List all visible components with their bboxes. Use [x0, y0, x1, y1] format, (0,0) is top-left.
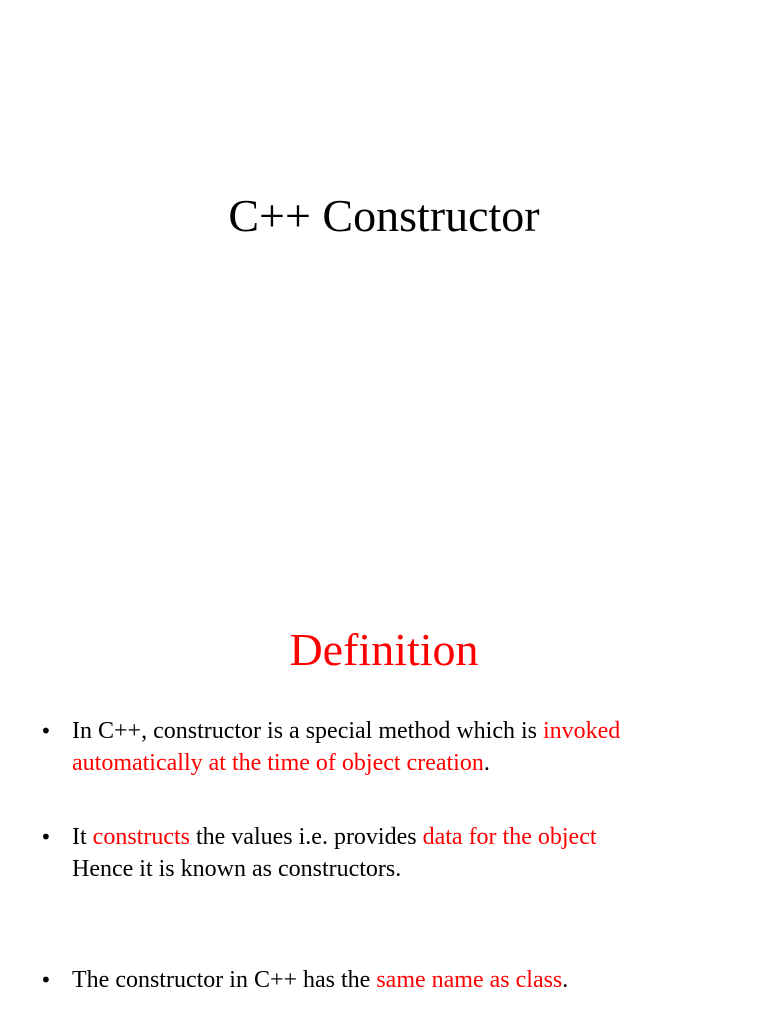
bullet-text-1	[72, 715, 740, 779]
bullet-text-2	[72, 821, 740, 885]
bullet-2-highlight-2: data for the object	[422, 824, 597, 850]
bullet-3-plain-1: The constructor in C++ has the	[72, 967, 377, 993]
bullet-3-plain-2: .	[562, 967, 569, 993]
definition-heading: Definition	[289, 624, 479, 675]
bullet-dot-icon: •	[40, 719, 52, 743]
bullet-3-highlight-1: same name as class	[376, 967, 563, 993]
bullet-2-plain-1: It	[72, 824, 93, 850]
bullet-2-highlight-1: constructs	[92, 824, 190, 850]
bullet-item-3	[40, 964, 740, 996]
bullet-2-plain-3: Hence it is known as constructors.	[72, 856, 402, 882]
bullet-1-plain-1: In C++, constructor is a special method which is	[72, 718, 543, 744]
bullet-item-2	[40, 821, 740, 885]
bullet-dot-icon: •	[40, 968, 52, 992]
bullet-2-plain-2: the values i.e. provides	[189, 824, 423, 850]
bullet-text-3	[72, 964, 740, 996]
bullet-1-plain-2: .	[483, 750, 490, 776]
bullet-dot-icon: •	[40, 825, 52, 849]
bullet-item-1	[40, 715, 740, 779]
slide-title: C++ Constructor	[228, 190, 540, 241]
bullet-1-highlight-1: invoked automatically at the time of object creation	[72, 718, 621, 776]
